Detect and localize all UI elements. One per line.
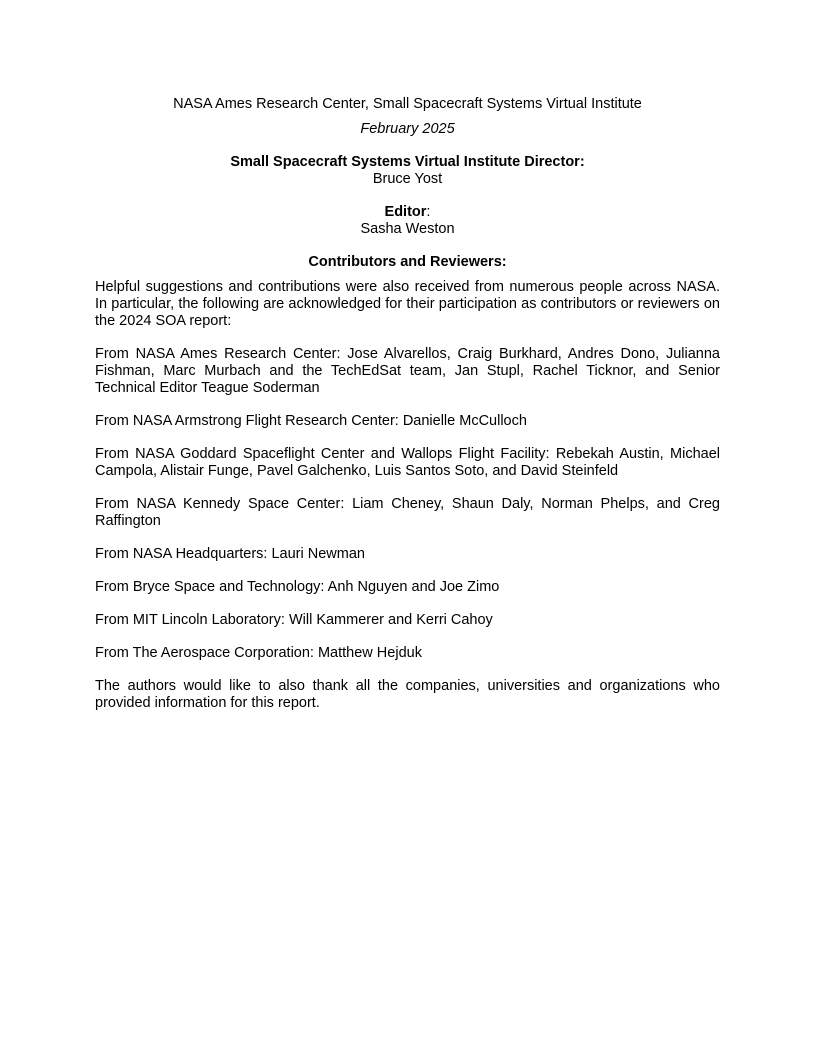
contributors-bryce: From Bryce Space and Technology: Anh Nguyen and Joe Zimo xyxy=(95,579,500,595)
closing-thanks: The authors would like to also thank all the companies, universities and organizations who provided information for this report. xyxy=(95,678,720,711)
contributors-kennedy: From NASA Kennedy Space Center: Liam Cheney, Shaun Daly, Norman Phelps, and Creg Raffington xyxy=(95,496,720,529)
contributors-armstrong: From NASA Armstrong Flight Research Center: Danielle McCulloch xyxy=(95,413,527,429)
document-page xyxy=(95,95,720,712)
editor-heading-colon: : xyxy=(426,204,431,220)
contributors-headquarters: From NASA Headquarters: Lauri Newman xyxy=(95,546,365,562)
contributors-mit-lincoln: From MIT Lincoln Laboratory: Will Kammerer and Kerri Cahoy xyxy=(95,612,493,628)
director-name: Bruce Yost xyxy=(372,171,443,187)
organization-line: NASA Ames Research Center, Small Spacecraft Systems Virtual Institute xyxy=(173,96,642,112)
contributors-heading: Contributors and Reviewers: xyxy=(308,254,507,270)
editor-heading: Editor xyxy=(384,204,427,220)
acknowledgement-intro: Helpful suggestions and contributions were also received from numerous people across NASA. In particular, the following are acknowledged for their participation as contributors or reviewers on the 2024 SOA report: xyxy=(95,279,720,329)
contributors-goddard: From NASA Goddard Spaceflight Center and Wallops Flight Facility: Rebekah Austin, Michael Campola, Alistair Funge, Pavel Galchenko, Luis Santos Soto, and David Steinfeld xyxy=(95,446,720,479)
contributors-ames: From NASA Ames Research Center: Jose Alvarellos, Craig Burkhard, Andres Dono, Julianna Fishman, Marc Murbach and the TechEdSat team, Jan Stupl, Rachel Ticknor, and Senior Technical Editor Teague Soderman xyxy=(95,346,720,396)
editor-name: Sasha Weston xyxy=(360,221,455,237)
director-heading: Small Spacecraft Systems Virtual Institute Director: xyxy=(230,154,585,170)
editor-heading-line xyxy=(95,204,720,221)
publication-date: February 2025 xyxy=(360,121,455,137)
contributors-aerospace-corp: From The Aerospace Corporation: Matthew Hejduk xyxy=(95,645,422,661)
